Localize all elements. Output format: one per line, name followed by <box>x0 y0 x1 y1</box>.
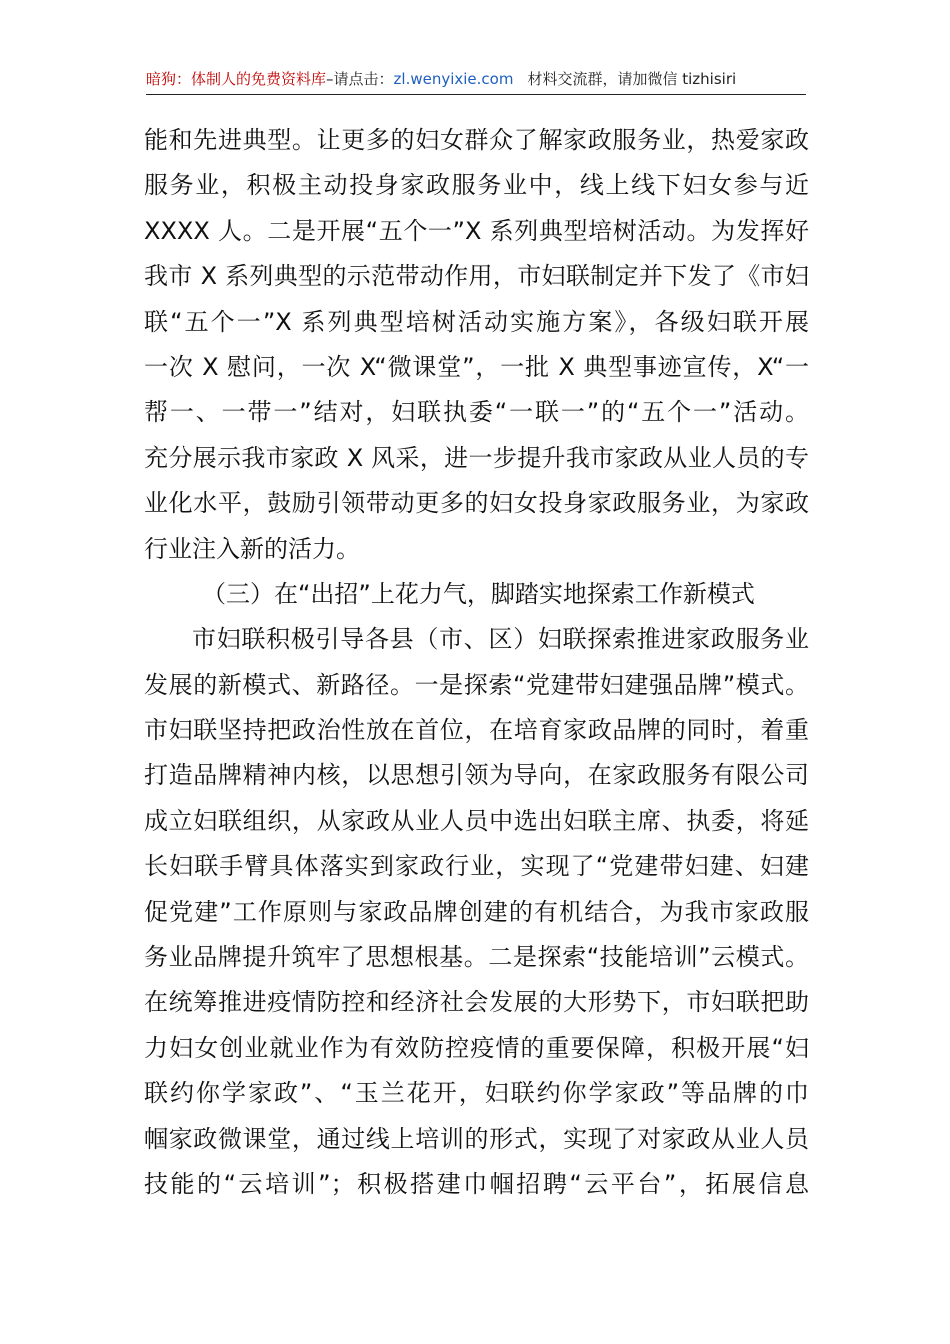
document-body <box>144 118 809 1207</box>
text-line: 成立妇联组织，从家政从业人员中选出妇联主席、执委，将延 <box>144 806 809 835</box>
section-heading: （三）在“出招”上花力气，脚踏实地探索工作新模式 <box>202 579 755 608</box>
text-line: 促党建”工作原则与家政品牌创建的有机结合，为我市家政服 <box>144 897 809 926</box>
text-line: 业化水平，鼓励引领带动更多的妇女投身家政服务业，为家政 <box>144 489 809 518</box>
text-line: 发展的新模式、新路径。一是探索“党建带妇建强品牌”模式。 <box>144 670 809 699</box>
text-line: 市妇联积极引导各县（市、区）妇联探索推进家政服务业 <box>192 625 809 654</box>
text-line: 市妇联坚持把政治性放在首位，在培育家政品牌的同时，着重 <box>144 716 809 745</box>
promo-text: 暗狗：体制人的免费资料库 <box>146 70 327 88</box>
text-line: 务业品牌提升筑牢了思想根基。二是探索“技能培训”云模式。 <box>144 943 809 972</box>
click-prefix: –请点击： <box>326 70 394 88</box>
text-line: 力妇女创业就业作为有效防控疫情的重要保障，积极开展“妇 <box>144 1033 809 1062</box>
text-line: 在统筹推进疫情防控和经济社会发展的大形势下，市妇联把助 <box>144 988 809 1017</box>
text-line: 我市 X 系列典型的示范带动作用，市妇联制定并下发了《市妇 <box>144 262 809 291</box>
group-note: 材料交流群，请加微信 tizhisiri <box>527 70 737 88</box>
text-line: 联约你学家政”、“玉兰花开，妇联约你学家政”等品牌的巾 <box>144 1079 809 1108</box>
text-line: 帼家政微课堂，通过线上培训的形式，实现了对家政从业人员 <box>144 1124 809 1153</box>
text-line: 行业注入新的活力。 <box>144 534 360 563</box>
text-line: 服务业，积极主动投身家政服务业中，线上线下妇女参与近 <box>144 171 809 200</box>
text-line: 联“五个一”X 系列典型培树活动实施方案》，各级妇联开展 <box>144 307 809 336</box>
text-line: 长妇联手臂具体落实到家政行业，实现了“党建带妇建、妇建 <box>144 852 809 881</box>
text-line: XXXX 人。二是开展“五个一”X 系列典型培树活动。为发挥好 <box>144 216 809 245</box>
text-line: 技能的“云培训”；积极搭建巾帼招聘“云平台”，拓展信息 <box>144 1169 809 1198</box>
text-line: 帮一、一带一”结对，妇联执委“一联一”的“五个一”活动。 <box>144 398 809 427</box>
page-header <box>146 64 806 95</box>
text-line: 能和先进典型。让更多的妇女群众了解家政服务业，热爱家政 <box>144 126 809 154</box>
text-line: 打造品牌精神内核，以思想引领为导向，在家政服务有限公司 <box>144 761 809 790</box>
site-link[interactable]: zl.wenyixie.com <box>393 70 514 88</box>
text-line: 充分展示我市家政 X 风采，进一步提升我市家政从业人员的专 <box>144 443 809 472</box>
text-line: 一次 X 慰问，一次 X“微课堂”，一批 X 典型事迹宣传，X“一 <box>144 352 809 381</box>
